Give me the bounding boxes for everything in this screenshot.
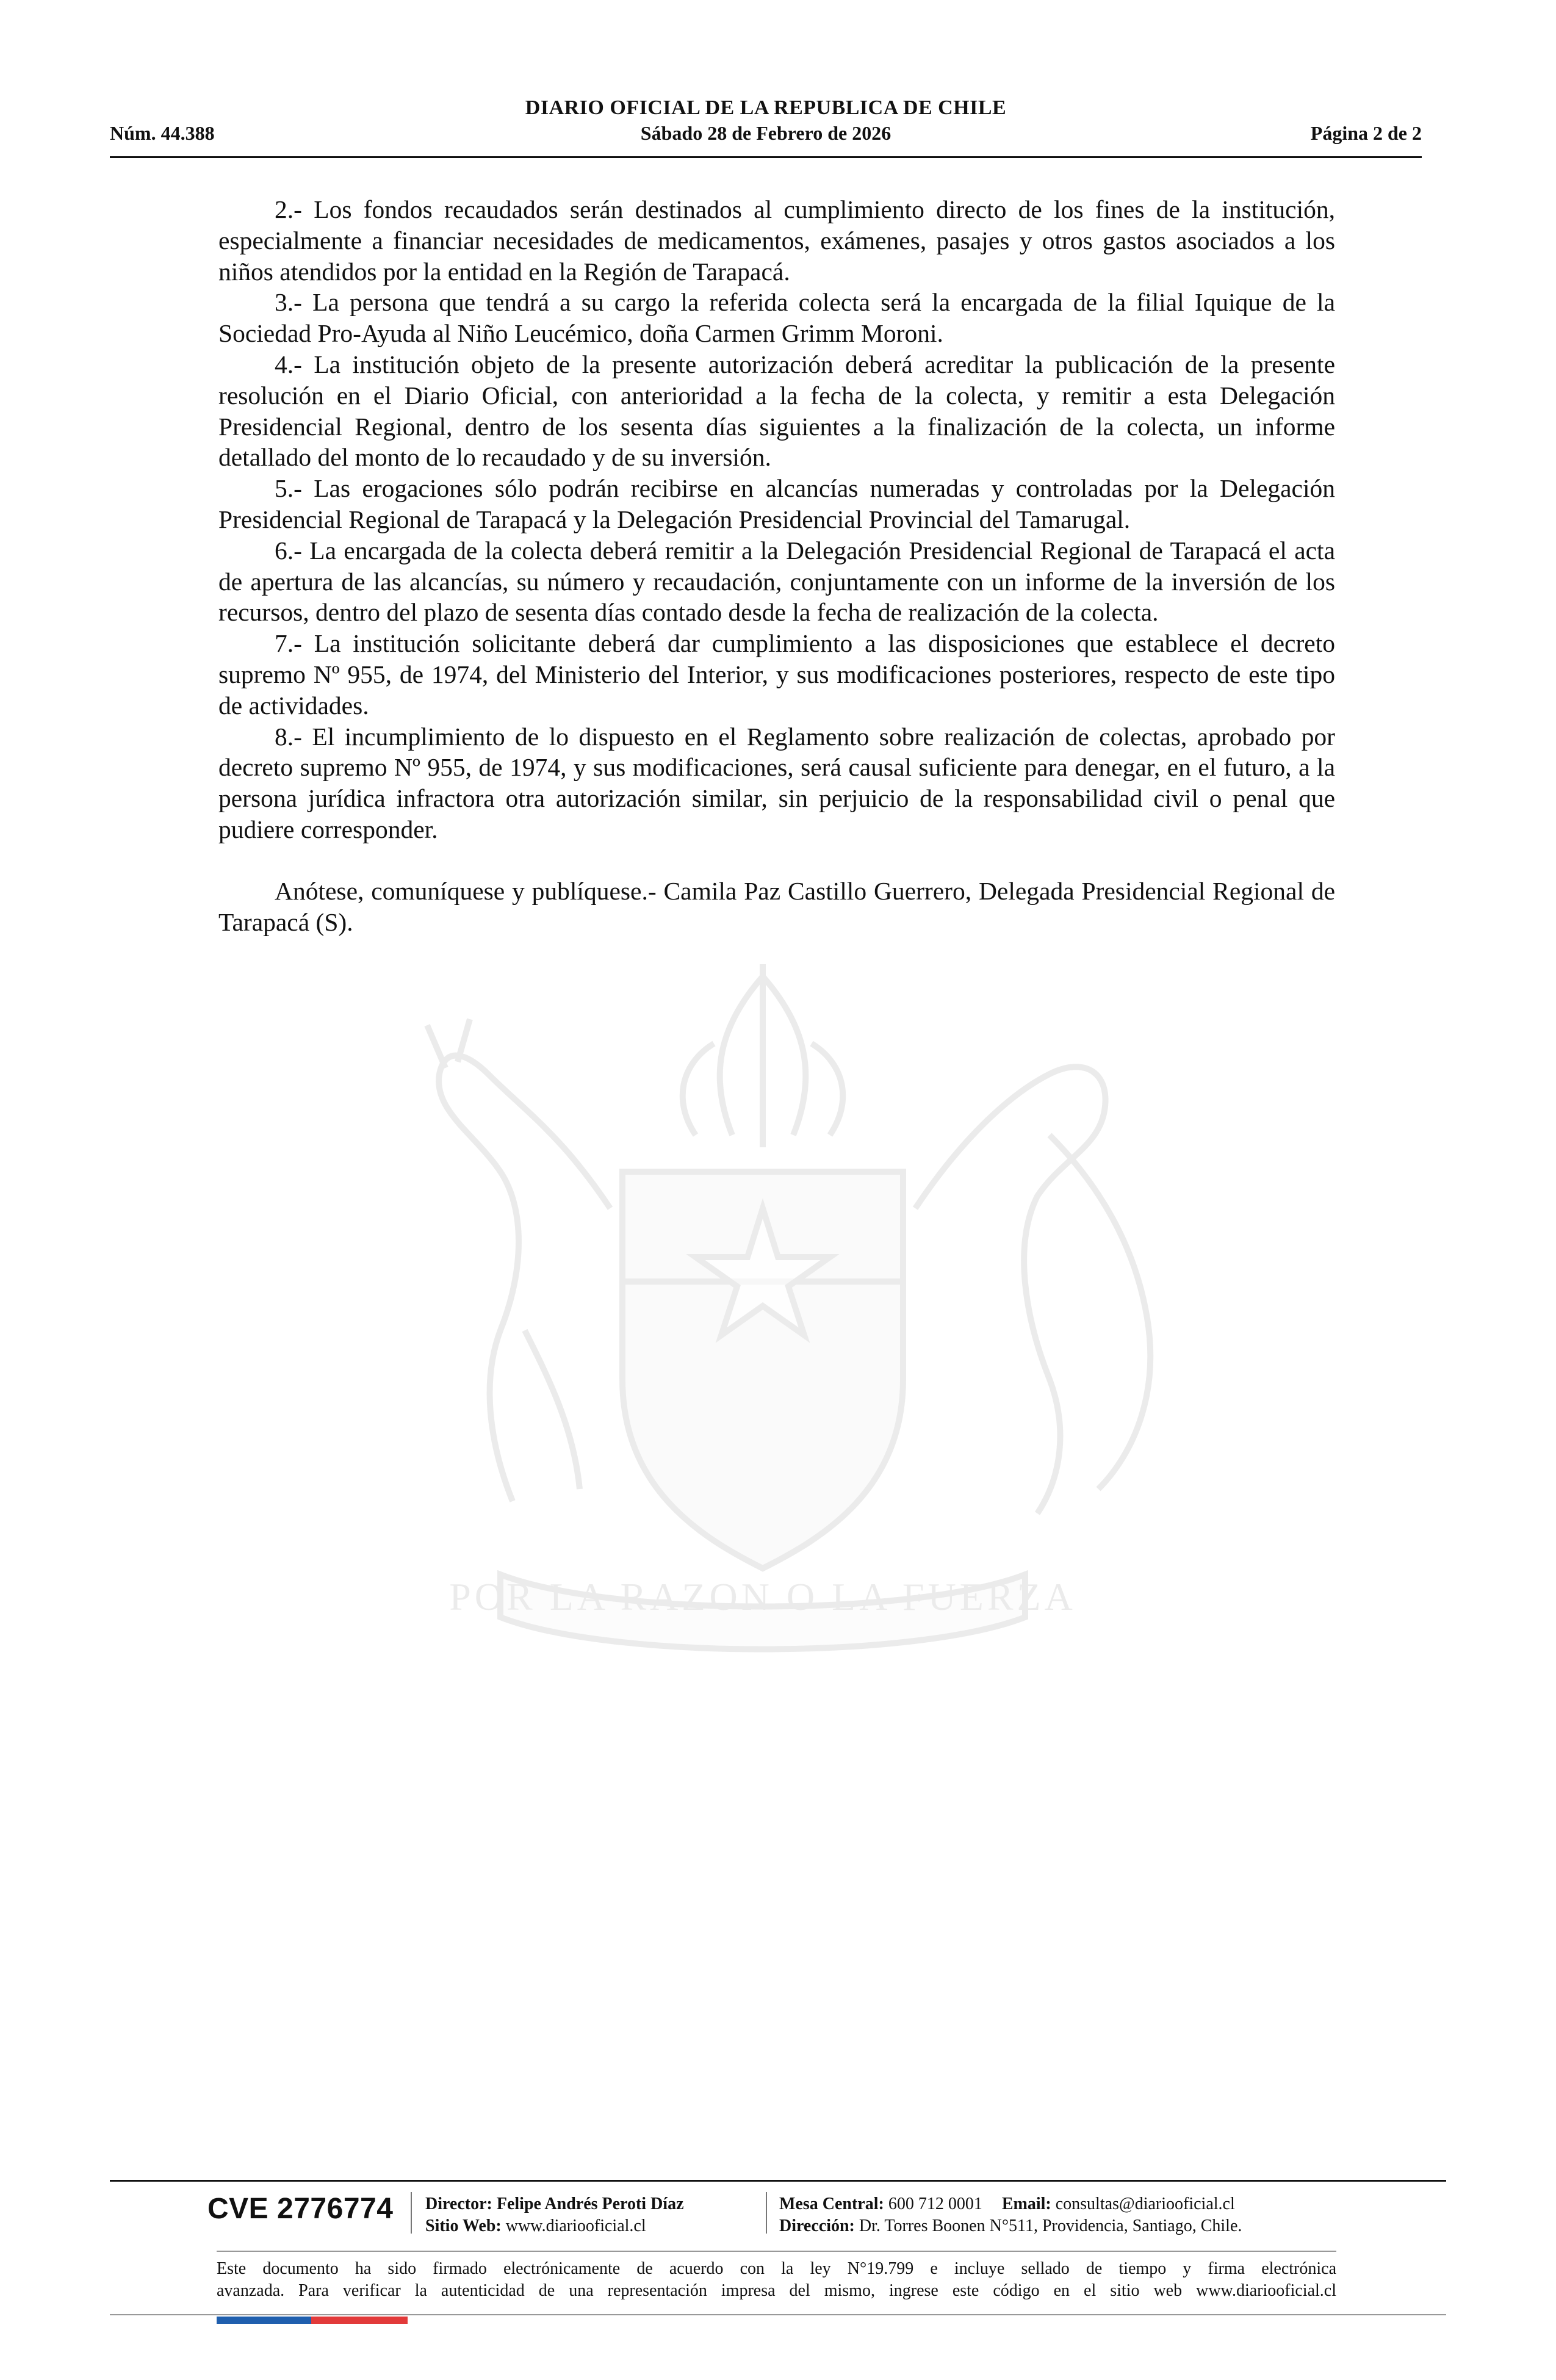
- flag-blue-segment: [217, 2317, 311, 2324]
- footer-bottom-divider: [110, 2314, 1446, 2315]
- footer-contact-block: [779, 2193, 1242, 2237]
- chile-flag-stripe: [217, 2317, 408, 2324]
- footer-director-block: [425, 2193, 684, 2237]
- newspaper-title: DIARIO OFICIAL DE LA REPUBLICA DE CHILE: [525, 96, 1007, 119]
- paragraph-5: 5.- Las erogaciones sólo podrán recibirse en alcancías numeradas y controladas por la Delegación Presidencial Regional de Tarapacá y la Delegación Presidencial Provincial del Tamarugal.: [218, 474, 1335, 533]
- website-link[interactable]: www.diariooficial.cl: [505, 2216, 646, 2235]
- page-indicator: Página 2 de 2: [1310, 122, 1422, 144]
- paragraph-4: 4.- La institución objeto de la presente autorización deberá acreditar la publicación de la presente resolución en el Diario Oficial, con anterioridad a la fecha de la colecta, y remitir a esta Delegación Presidencial Regional, dentro de los sesenta días siguientes a la finalización de la colecta, un informe detallado del monto de lo recaudado y de su inversión.: [218, 350, 1335, 472]
- page-header: [110, 93, 1422, 158]
- coat-of-arms-watermark: [183, 952, 1342, 1684]
- director-label: Director:: [425, 2194, 492, 2213]
- issue-date: Sábado 28 de Febrero de 2026: [640, 122, 891, 144]
- director-name: Felipe Andrés Peroti Díaz: [496, 2194, 684, 2213]
- watermark-motto: POR LA RAZON O LA FUERZA: [449, 1575, 1076, 1618]
- issue-number: Núm. 44.388: [110, 122, 215, 144]
- paragraph-3: 3.- La persona que tendrá a su cargo la referida colecta será la encargada de la filial Iquique de la Sociedad Pro-Ayuda al Niño Leucémico, doña Carmen Grimm Moroni.: [218, 288, 1335, 348]
- email-link[interactable]: consultas@diariooficial.cl: [1055, 2194, 1235, 2213]
- address-label: Dirección:: [779, 2216, 855, 2235]
- footer-separator: [411, 2192, 412, 2234]
- paragraph-6: 6.- La encargada de la colecta deberá remitir a la Delegación Presidencial Regional de Tarapacá el acta de apertura de las alcancías, su número y recaudación, conjuntamente con un informe de la inversión de los recursos, dentro del plazo de sesenta días contado desde la fecha de realización de la colecta.: [218, 536, 1335, 627]
- paragraph-7: 7.- La institución solicitante deberá dar cumplimiento a las disposiciones que establece el decreto supremo Nº 955, de 1974, del Ministerio del Interior, y sus modificaciones posteriores, respecto de este tipo de actividades.: [218, 629, 1335, 719]
- cve-code: CVE 2776774: [207, 2193, 394, 2225]
- footer-mid-divider: [217, 2251, 1336, 2252]
- closing-signature: Anótese, comuníquese y publíquese.- Camila Paz Castillo Guerrero, Delegada Presidencial Regional de Tarapacá (S).: [218, 876, 1335, 936]
- phone-value: 600 712 0001: [888, 2194, 982, 2213]
- document-body: [218, 194, 1335, 937]
- address-value: Dr. Torres Boonen N°511, Providencia, Santiago, Chile.: [859, 2216, 1242, 2235]
- footer-top-divider: [110, 2180, 1446, 2182]
- footer-separator: [766, 2192, 767, 2234]
- paragraph-2: 2.- Los fondos recaudados serán destinados al cumplimiento directo de los fines de la institución, especialmente a financiar necesidades de medicamentos, exámenes, pasajes y otros gastos asociados a los niños atendidos por la entidad en la Región de Tarapacá.: [218, 195, 1335, 286]
- flag-red-segment: [311, 2317, 408, 2324]
- signature-notice: [217, 2258, 1336, 2302]
- notice-line-1: Este documento ha sido firmado electrónicamente de acuerdo con la ley N°19.799 e incluye sellado de tiempo y firma electrónica: [217, 2259, 1336, 2278]
- phone-label: Mesa Central:: [779, 2194, 884, 2213]
- email-label: Email:: [1001, 2194, 1051, 2213]
- website-label: Sitio Web:: [425, 2216, 502, 2235]
- paragraph-8: 8.- El incumplimiento de lo dispuesto en el Reglamento sobre realización de colectas, aprobado por decreto supremo Nº 955, de 1974, y sus modificaciones, será causal suficiente para denegar, en el futuro, a la persona jurídica infractora otra autorización similar, sin perjuicio de la responsabilidad civil o penal que pudiere corresponder.: [218, 722, 1335, 843]
- notice-line-2: avanzada. Para verificar la autenticidad de una representación impresa del mismo, ingrese este código en el sitio web www.diariooficial.cl: [217, 2281, 1336, 2300]
